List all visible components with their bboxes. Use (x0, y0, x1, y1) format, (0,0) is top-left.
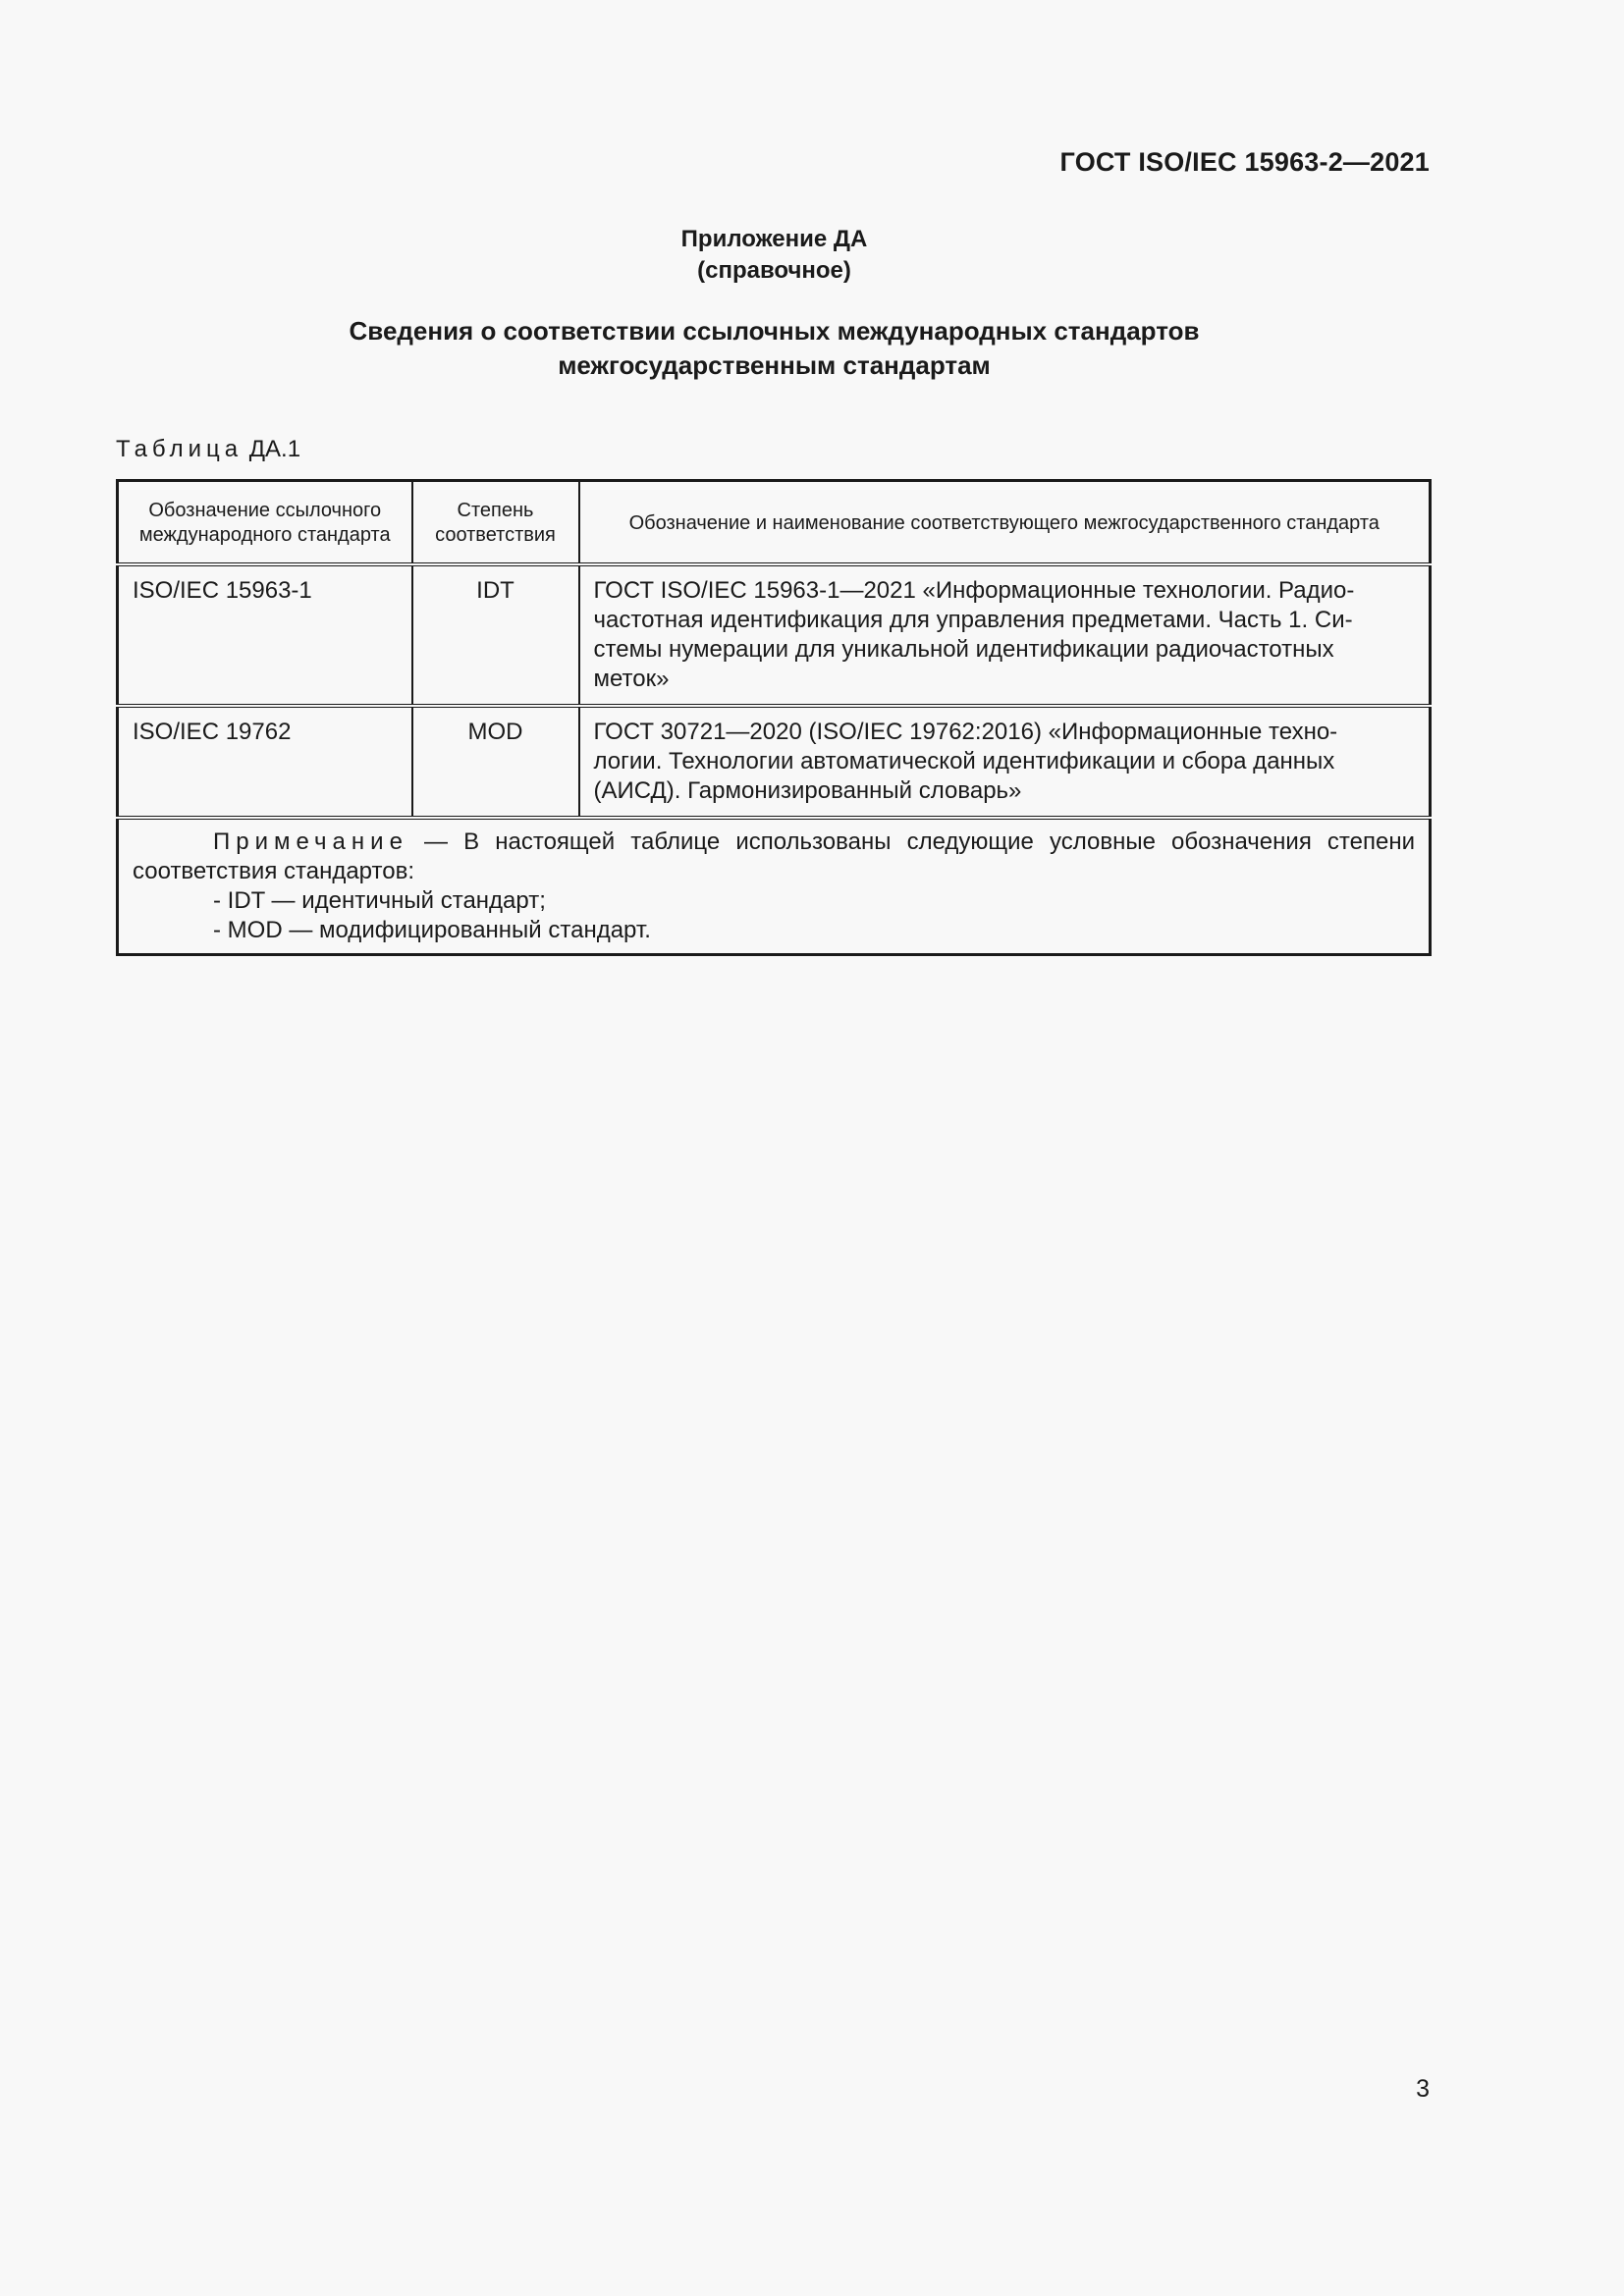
document-designation: ГОСТ ISO/IEC 15963-2—2021 (1059, 147, 1430, 177)
section-heading (0, 314, 1548, 383)
description-line: частотная идентификация для управления предметами. Часть 1. Си- (593, 607, 1353, 633)
table-header-row (118, 481, 1431, 565)
table-note (118, 818, 1431, 955)
note-text: — В настоящей таблице использованы следующие условные обозначения степени соответствия стандартов: (133, 828, 1415, 884)
description-line: стемы нумерации для уникальной идентификации радиочастотных (593, 636, 1334, 663)
appendix-title-block (0, 224, 1548, 287)
header-degree-of-correspondence: Степень соответствия (412, 481, 579, 565)
section-heading-line-2: межгосударственным стандартам (558, 350, 991, 380)
cell-degree: MOD (412, 706, 579, 818)
note-intro (133, 828, 1415, 886)
table-row (118, 706, 1431, 818)
cell-standard-code: ISO/IEC 15963-1 (118, 564, 412, 706)
description-line: меток» (593, 666, 670, 692)
page-number: 3 (1416, 2075, 1430, 2103)
cell-standard-code: ISO/IEC 19762 (118, 706, 412, 818)
table-caption (116, 436, 300, 463)
description-line: логии. Технологии автоматической идентификации и сбора данных (593, 748, 1335, 774)
table-row (118, 564, 1431, 706)
note-item-mod: - MOD — модифицированный стандарт. (213, 917, 651, 943)
correspondence-table (116, 479, 1432, 956)
header-international-standard: Обозначение ссылочного международного стандарта (118, 481, 412, 565)
cell-description (579, 564, 1431, 706)
section-heading-line-1: Сведения о соответствии ссылочных международных стандартов (349, 316, 1200, 346)
note-item-idt: - IDT — идентичный стандарт; (213, 887, 546, 914)
description-line: ГОСТ 30721—2020 (ISO/IEC 19762:2016) «Информационные техно- (593, 719, 1338, 745)
cell-description (579, 706, 1431, 818)
table-caption-label: Таблица (116, 436, 244, 462)
header-interstate-standard: Обозначение и наименование соответствующего межгосударственного стандарта (579, 481, 1431, 565)
appendix-title: Приложение ДА (680, 226, 868, 252)
note-label: Примечание (213, 828, 408, 855)
appendix-subtitle: (справочное) (697, 257, 851, 284)
table-caption-number: ДА.1 (248, 436, 301, 462)
cell-degree: IDT (412, 564, 579, 706)
description-line: (АИСД). Гармонизированный словарь» (593, 777, 1022, 804)
table-note-row (118, 818, 1431, 955)
description-line: ГОСТ ISO/IEC 15963-1—2021 «Информационные технологии. Радио- (593, 577, 1355, 604)
